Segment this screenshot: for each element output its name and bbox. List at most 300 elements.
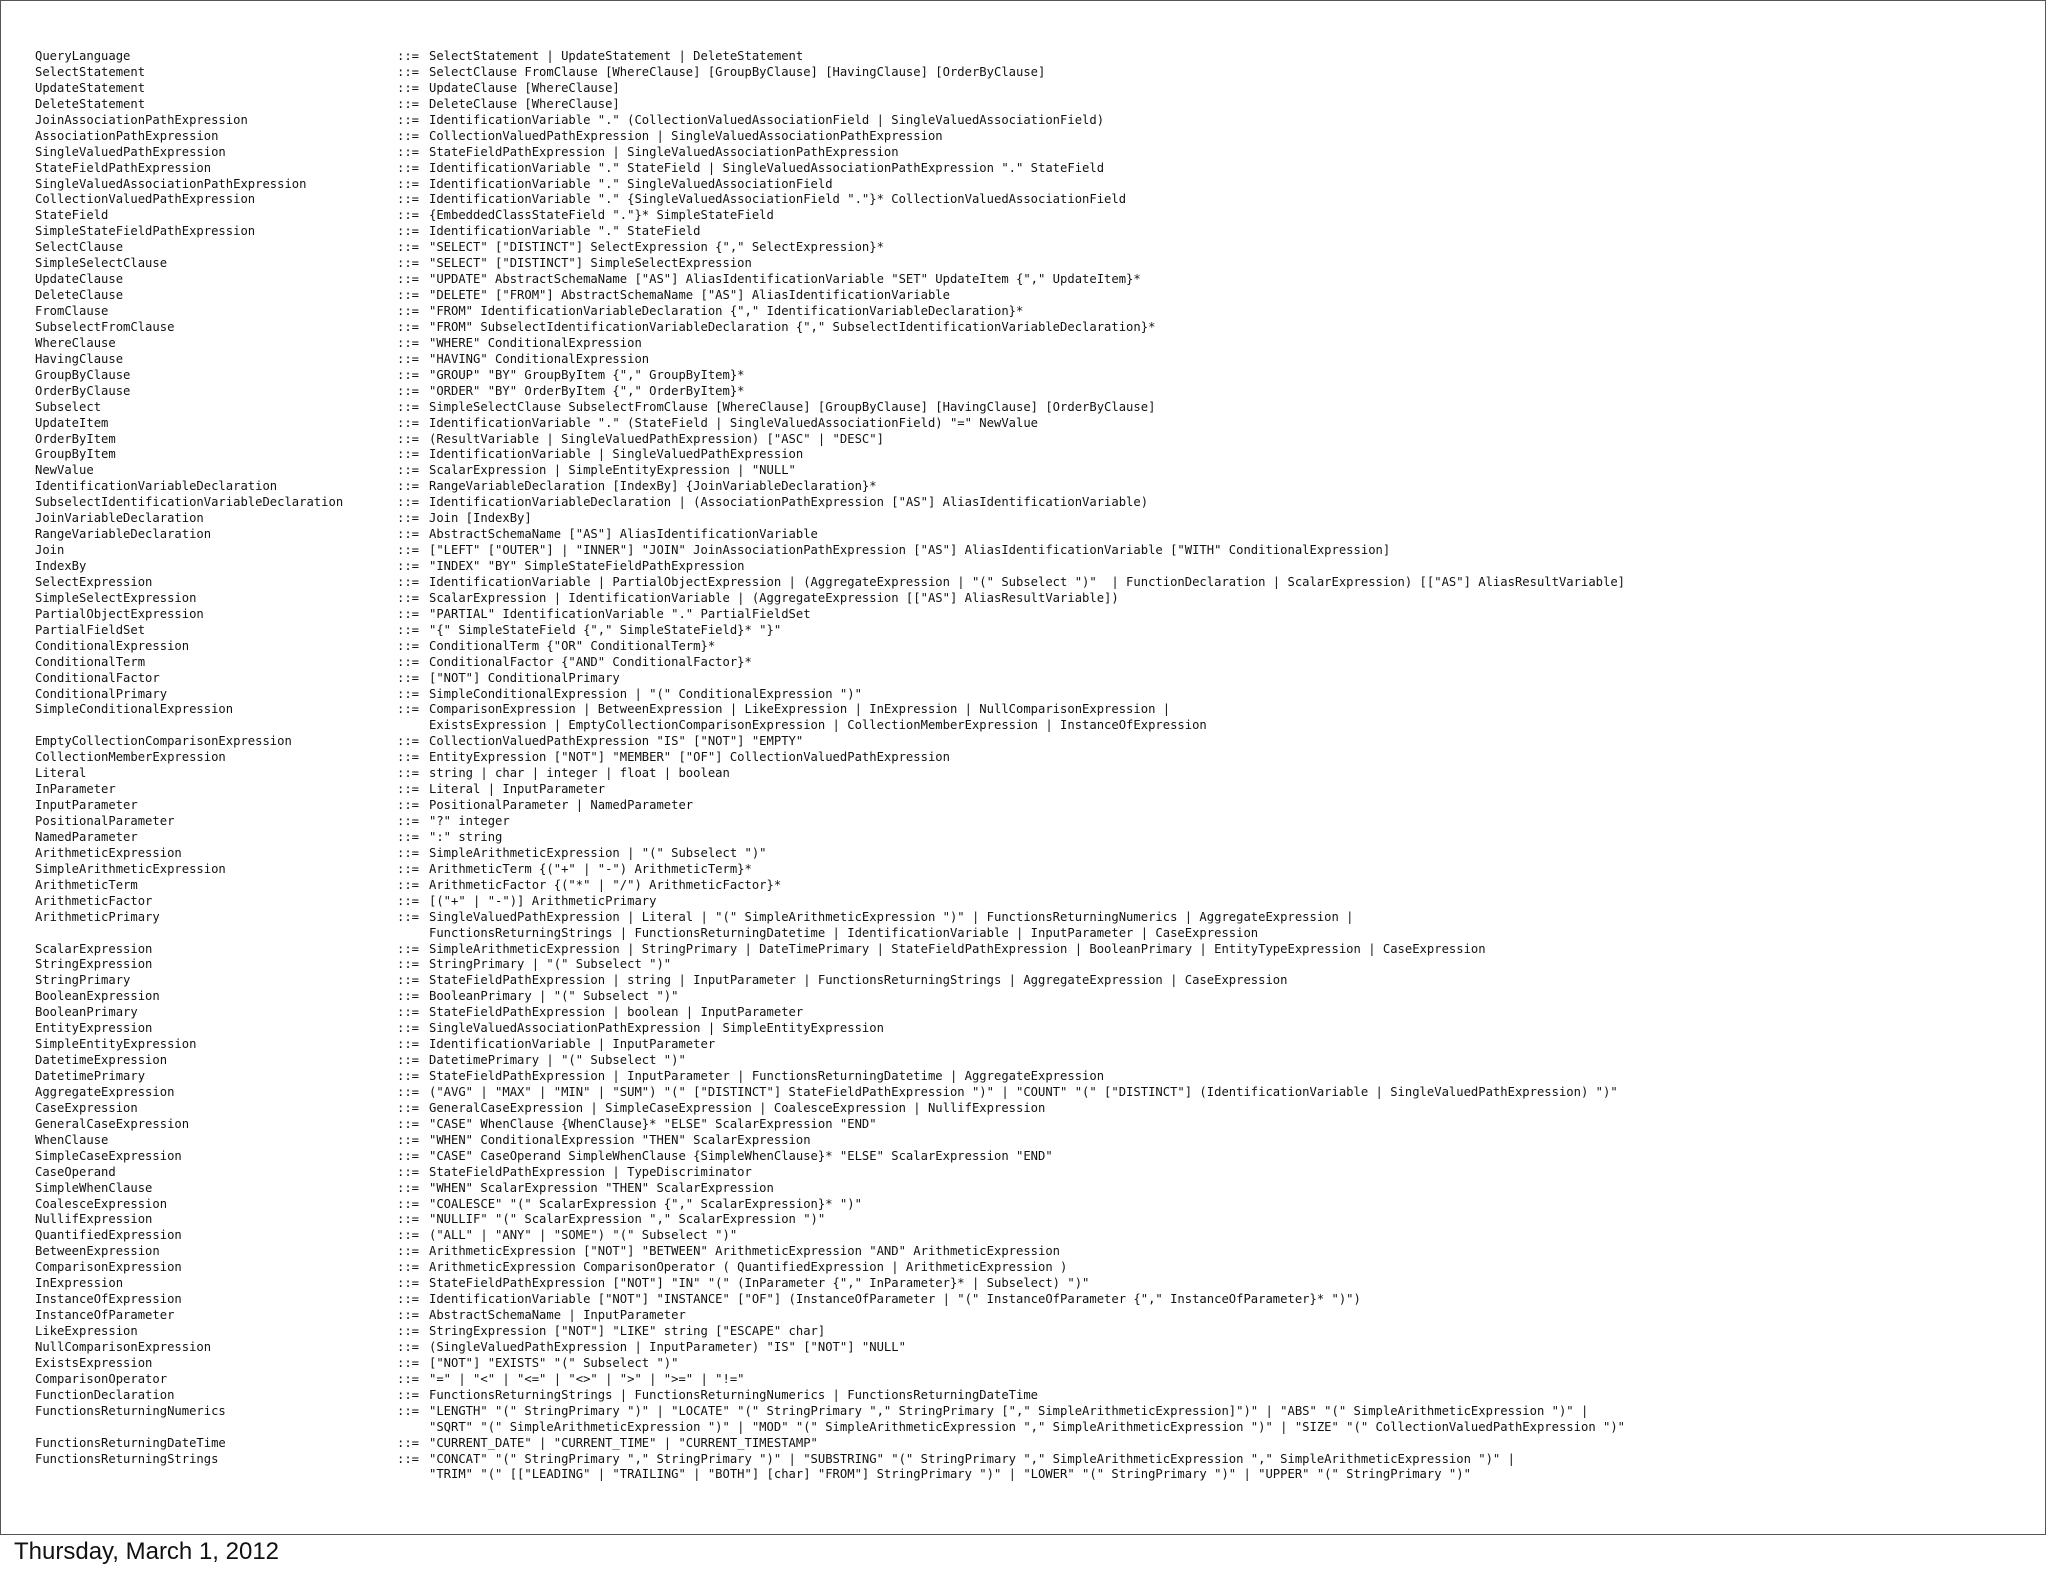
grammar-listing [35,49,2025,1483]
rule-operator: ::= [397,1148,420,1163]
rule-name: GroupByClause [35,367,131,382]
rule-definition: StringPrimary | "(" Subselect ")" [429,957,672,972]
grammar-rule [35,1212,2025,1228]
grammar-rule [35,989,2025,1005]
grammar-rule [35,81,2025,97]
rule-definition: "CURRENT_DATE" | "CURRENT_TIME" | "CURRENT_TIMESTAMP" [429,1435,818,1450]
rule-definition: ArithmeticTerm {("+" | "-") ArithmeticTerm}* [429,861,752,876]
rule-name: ScalarExpression [35,941,153,956]
rule-operator: ::= [397,1355,420,1370]
grammar-rule [35,1053,2025,1069]
grammar-rule [35,575,2025,591]
rule-operator: ::= [397,479,420,494]
rule-definition: "CASE" WhenClause {WhenClause}* "ELSE" ScalarExpression "END" [429,1116,877,1131]
rule-name: PartialFieldSet [35,622,146,637]
rule-operator: ::= [397,1100,420,1115]
grammar-rule [35,973,2025,989]
rule-definition: BooleanPrimary | "(" Subselect ")" [429,989,679,1004]
grammar-rule [35,161,2025,177]
rule-name: SelectExpression [35,574,153,589]
rule-operator: ::= [397,1069,420,1083]
rule-operator: ::= [397,415,420,430]
rule-definition: ":" string [429,829,503,844]
grammar-rule [35,65,2025,81]
rule-operator: ::= [397,1451,420,1466]
rule-name: CollectionMemberExpression [35,750,226,765]
rule-definition: StateFieldPathExpression | SingleValuedAssociationPathExpression [429,144,899,159]
rule-name: ArithmeticFactor [35,893,153,908]
rule-name: SimpleSelectClause [35,256,168,271]
rule-definition: EntityExpression ["NOT"] "MEMBER" ["OF"] CollectionValuedPathExpression [429,750,950,765]
grammar-rule [35,527,2025,543]
grammar-rule [35,623,2025,639]
grammar-rule [35,957,2025,973]
rule-name: DeleteStatement [35,96,146,111]
grammar-rule [35,400,2025,416]
rule-name: ComparisonExpression [35,1260,182,1275]
grammar-rule [35,846,2025,862]
grammar-rule [35,910,2025,926]
rule-operator: ::= [397,319,420,334]
rule-definition: "WHEN" ScalarExpression "THEN" ScalarExpression [429,1180,774,1195]
rule-definition: StringExpression ["NOT"] "LIKE" string ["ESCAPE" char] [429,1324,826,1338]
rule-definition: "WHEN" ConditionalExpression "THEN" ScalarExpression [429,1132,811,1147]
rule-definition: "GROUP" "BY" GroupByItem {"," GroupByItem}* [429,367,745,382]
rule-operator: ::= [397,176,420,191]
rule-name: ExistsExpression [35,1355,153,1370]
rule-operator: ::= [397,1132,420,1147]
rule-operator: ::= [397,1196,420,1211]
rule-name: IdentificationVariableDeclaration [35,479,278,494]
rule-name: SubselectIdentificationVariableDeclaration [35,495,344,510]
rule-name: SimpleStateFieldPathExpression [35,224,256,239]
rule-definition: {EmbeddedClassStateField "."}* SimpleStateField [429,208,774,223]
rule-name: BooleanExpression [35,989,160,1004]
rule-operator: ::= [397,495,420,510]
grammar-rule [35,591,2025,607]
rule-definition: CollectionValuedPathExpression "IS" ["NOT"] "EMPTY" [429,734,804,749]
grammar-rule [35,942,2025,958]
rule-name: EntityExpression [35,1021,153,1036]
grammar-rule [35,750,2025,766]
grammar-rule [35,766,2025,782]
grammar-rule [35,718,2025,734]
grammar-rule [35,1420,2025,1436]
rule-operator: ::= [397,1084,420,1099]
grammar-rule [35,878,2025,894]
rule-definition: IdentificationVariable | InputParameter [429,1037,716,1052]
grammar-rule [35,1292,2025,1308]
rule-definition: "LENGTH" "(" StringPrimary ")" | "LOCATE" "(" StringPrimary "," StringPrimary ["," SimpleArithmeticExpression]")" | "ABS" "(" SimpleArithmeticExpression ")" | [429,1403,1589,1418]
rule-definition: SimpleSelectClause SubselectFromClause [WhereClause] [GroupByClause] [HavingClause] [OrderByClause] [429,399,1156,414]
rule-definition: "ORDER" "BY" OrderByItem {"," OrderByItem}* [429,383,745,398]
grammar-rule [35,208,2025,224]
rule-name: ConditionalPrimary [35,686,168,701]
grammar-rule [35,1276,2025,1292]
rule-operator: ::= [397,1403,420,1418]
rule-operator: ::= [397,686,420,701]
rule-operator: ::= [397,606,420,621]
rule-definition: DeleteClause [WhereClause] [429,96,620,111]
rule-definition: "TRIM" "(" [["LEADING" | "TRAILING" | "BOTH"] [char] "FROM"] StringPrimary ")" | "LOWER" "(" StringPrimary ")" | "UPPER" "(" StringPrimary ")" [429,1467,1471,1482]
grammar-rule [35,1149,2025,1165]
rule-definition: "CASE" CaseOperand SimpleWhenClause {SimpleWhenClause}* "ELSE" ScalarExpression "END" [429,1148,1053,1163]
rule-name: PartialObjectExpression [35,606,204,621]
rule-name: CoalesceExpression [35,1196,168,1211]
rule-definition: ["NOT"] "EXISTS" "(" Subselect ")" [429,1355,679,1370]
rule-operator: ::= [397,543,420,558]
grammar-rule [35,1197,2025,1213]
rule-operator [397,1467,429,1483]
rule-operator: ::= [397,527,420,542]
rule-operator: ::= [397,1260,420,1275]
grammar-rule [35,304,2025,320]
rule-name: UpdateStatement [35,80,146,95]
rule-operator: ::= [397,49,420,63]
rule-name: ComparisonOperator [35,1371,168,1386]
rule-definition: "DELETE" ["FROM"] AbstractSchemaName ["AS"] AliasIdentificationVariable [429,288,950,303]
rule-operator: ::= [397,447,420,462]
rule-operator [397,718,429,734]
rule-definition: "?" integer [429,814,510,828]
grammar-rule [35,384,2025,400]
grammar-rule [35,814,2025,830]
rule-definition: IdentificationVariable | PartialObjectExpression | (AggregateExpression | "(" Subselect ")" | FunctionDeclaration | ScalarExpression) [["AS"] AliasResultVariable] [429,574,1626,589]
rule-name: InstanceOfExpression [35,1292,182,1307]
rule-operator: ::= [397,128,420,143]
grammar-rule [35,49,2025,65]
rule-definition: SimpleConditionalExpression | "(" ConditionalExpression ")" [429,686,862,701]
grammar-rule [35,543,2025,559]
rule-name: ArithmeticExpression [35,845,182,860]
rule-name: QueryLanguage [35,49,131,63]
grammar-rule [35,671,2025,687]
rule-name: RangeVariableDeclaration [35,527,212,542]
rule-definition: GeneralCaseExpression | SimpleCaseExpression | CoalesceExpression | NullifExpression [429,1100,1046,1115]
rule-operator: ::= [397,304,420,318]
grammar-rule [35,479,2025,495]
rule-definition: [("+" | "-")] ArithmeticPrimary [429,893,657,908]
rule-operator: ::= [397,622,420,637]
rule-name: DatetimeExpression [35,1053,168,1068]
grammar-rule [35,607,2025,623]
rule-name: FunctionsReturningNumerics [35,1403,226,1418]
rule-definition: FunctionsReturningStrings | FunctionsReturningDatetime | IdentificationVariable | InputParameter | CaseExpression [429,925,1259,940]
rule-operator: ::= [397,989,420,1004]
rule-operator [397,926,429,942]
grammar-rule [35,559,2025,575]
rule-definition: AbstractSchemaName | InputParameter [429,1308,686,1323]
rule-operator: ::= [397,160,420,175]
rule-name: ConditionalFactor [35,670,160,685]
grammar-rule [35,702,2025,718]
grammar-rule [35,926,2025,942]
rule-operator: ::= [397,590,420,605]
grammar-rule [35,97,2025,113]
rule-operator: ::= [397,256,420,271]
rule-definition: ArithmeticFactor {("*" | "/") ArithmeticFactor}* [429,877,782,892]
grammar-rule [35,368,2025,384]
grammar-rule [35,655,2025,671]
rule-definition: (SingleValuedPathExpression | InputParameter) "IS" ["NOT"] "NULL" [429,1339,906,1354]
rule-operator: ::= [397,272,420,287]
rule-operator: ::= [397,1324,420,1338]
rule-operator: ::= [397,1021,420,1036]
rule-name: EmptyCollectionComparisonExpression [35,734,292,749]
rule-operator: ::= [397,559,420,573]
rule-name: BetweenExpression [35,1244,160,1259]
rule-operator: ::= [397,383,420,398]
grammar-rule [35,1260,2025,1276]
grammar-rule [35,256,2025,272]
rule-operator: ::= [397,208,420,223]
rule-definition: "COALESCE" "(" ScalarExpression {"," ScalarExpression}* ")" [429,1196,862,1211]
rule-definition: ["LEFT" ["OUTER"] | "INNER"] "JOIN" JoinAssociationPathExpression ["AS"] AliasIdentificationVariable ["WITH" ConditionalExpression] [429,543,1391,558]
rule-operator: ::= [397,1228,420,1243]
rule-definition: "SELECT" ["DISTINCT"] SimpleSelectExpression [429,256,752,271]
rule-operator: ::= [397,877,420,892]
rule-name: AssociationPathExpression [35,128,219,143]
rule-operator: ::= [397,288,420,303]
rule-operator: ::= [397,80,420,95]
rule-name: QuantifiedExpression [35,1228,182,1243]
grammar-rule [35,687,2025,703]
rule-definition: FunctionsReturningStrings | FunctionsReturningNumerics | FunctionsReturningDateTime [429,1387,1039,1402]
rule-definition: StateFieldPathExpression | InputParameter | FunctionsReturningDatetime | AggregateExpression [429,1069,1105,1083]
rule-definition: "HAVING" ConditionalExpression [429,351,650,366]
grammar-rule [35,288,2025,304]
rule-name: IndexBy [35,559,87,573]
rule-operator: ::= [397,861,420,876]
rule-definition: ("AVG" | "MAX" | "MIN" | "SUM") "(" ["DISTINCT"] StateFieldPathExpression ")" | "COUNT" "(" ["DISTINCT"] (IdentificationVariable | SingleValuedPathExpression) ")" [429,1084,1618,1099]
rule-name: GroupByItem [35,447,116,462]
grammar-rule [35,734,2025,750]
grammar-rule [35,639,2025,655]
rule-name: ArithmeticPrimary [35,909,160,924]
rule-definition: IdentificationVariable "." (StateField | SingleValuedAssociationField) "=" NewValue [429,415,1039,430]
rule-operator [397,1420,429,1436]
rule-definition: ConditionalFactor {"AND" ConditionalFactor}* [429,654,752,669]
rule-name: SimpleSelectExpression [35,590,197,605]
rule-name: SubselectFromClause [35,319,175,334]
rule-definition: DatetimePrimary | "(" Subselect ")" [429,1053,686,1068]
rule-name: DatetimePrimary [35,1069,146,1083]
grammar-rule [35,1133,2025,1149]
rule-operator: ::= [397,574,420,589]
grammar-rule [35,1324,2025,1340]
grammar-rule [35,1037,2025,1053]
rule-operator: ::= [397,941,420,956]
rule-operator: ::= [397,766,420,781]
rule-definition: ScalarExpression | SimpleEntityExpression | "NULL" [429,463,796,478]
rule-definition: PositionalParameter | NamedParameter [429,798,694,813]
grammar-rule [35,830,2025,846]
rule-definition: ["NOT"] ConditionalPrimary [429,670,620,685]
grammar-rule [35,1467,2025,1483]
rule-name [35,1467,397,1483]
rule-name: NullComparisonExpression [35,1339,212,1354]
grammar-rule [35,240,2025,256]
grammar-rule [35,1356,2025,1372]
rule-operator: ::= [397,638,420,653]
rule-definition: "INDEX" "BY" SimpleStateFieldPathExpression [429,559,745,573]
grammar-rule [35,192,2025,208]
rule-name: HavingClause [35,351,124,366]
rule-definition: "CONCAT" "(" StringPrimary "," StringPrimary ")" | "SUBSTRING" "(" StringPrimary "," SimpleArithmeticExpression "," SimpleArithmeticExpression ")" | [429,1451,1515,1466]
rule-name: Subselect [35,399,102,414]
grammar-rule [35,894,2025,910]
rule-name: BooleanPrimary [35,1005,138,1020]
rule-operator: ::= [397,240,420,255]
rule-operator: ::= [397,96,420,111]
rule-name: CaseExpression [35,1100,138,1115]
grammar-rule [35,1181,2025,1197]
grammar-rule [35,1388,2025,1404]
rule-definition: ComparisonExpression | BetweenExpression | LikeExpression | InExpression | NullComparisonExpression | [429,702,1171,717]
rule-definition: RangeVariableDeclaration [IndexBy] {JoinVariableDeclaration}* [429,479,877,494]
rule-name: FunctionDeclaration [35,1387,175,1402]
rule-name: StringPrimary [35,973,131,988]
rule-name: SimpleCaseExpression [35,1148,182,1163]
rule-operator: ::= [397,431,420,446]
rule-name: SelectClause [35,240,124,255]
grammar-rule [35,1165,2025,1181]
grammar-rule [35,1244,2025,1260]
rule-definition: SingleValuedAssociationPathExpression | SimpleEntityExpression [429,1021,884,1036]
rule-operator: ::= [397,734,420,749]
rule-name: CaseOperand [35,1164,116,1179]
rule-name: CollectionValuedPathExpression [35,192,256,207]
rule-operator: ::= [397,782,420,797]
grammar-rule [35,1005,2025,1021]
grammar-rule [35,1069,2025,1085]
rule-name: StringExpression [35,957,153,972]
rule-definition: "=" | "<" | "<=" | "<>" | ">" | ">=" | "!=" [429,1371,745,1386]
grammar-rule [35,272,2025,288]
rule-name: Literal [35,766,87,781]
grammar-rule [35,416,2025,432]
rule-definition: ArithmeticExpression ComparisonOperator ( QuantifiedExpression | ArithmeticExpression ) [429,1260,1068,1275]
grammar-rule [35,1452,2025,1468]
rule-name: SimpleEntityExpression [35,1037,197,1052]
rule-operator: ::= [397,367,420,382]
grammar-rule [35,432,2025,448]
rule-operator: ::= [397,1116,420,1131]
rule-definition: "NULLIF" "(" ScalarExpression "," ScalarExpression ")" [429,1212,826,1227]
rule-name: GeneralCaseExpression [35,1116,190,1131]
rule-operator: ::= [397,463,420,478]
rule-operator: ::= [397,845,420,860]
rule-definition: "SQRT" "(" SimpleArithmeticExpression ")" | "MOD" "(" SimpleArithmeticExpression "," SimpleArithmeticExpression ")" | "SIZE" "(" CollectionValuedPathExpression ")" [429,1419,1626,1434]
rule-name: UpdateItem [35,415,109,430]
rule-definition: IdentificationVariable "." SingleValuedAssociationField [429,176,833,191]
grammar-rule [35,129,2025,145]
rule-operator: ::= [397,224,420,239]
grammar-rule [35,1436,2025,1452]
rule-definition: (ResultVariable | SingleValuedPathExpression) ["ASC" | "DESC"] [429,431,884,446]
rule-operator: ::= [397,1371,420,1386]
rule-operator: ::= [397,893,420,908]
grammar-rule [35,336,2025,352]
grammar-rule [35,113,2025,129]
rule-name: Join [35,543,65,558]
rule-definition: ConditionalTerm {"OR" ConditionalTerm}* [429,638,716,653]
rule-operator: ::= [397,1308,420,1323]
rule-name: AggregateExpression [35,1084,175,1099]
rule-name [35,926,397,942]
rule-operator: ::= [397,1053,420,1068]
rule-definition: SingleValuedPathExpression | Literal | "(" SimpleArithmeticExpression ")" | FunctionsReturningNumerics | AggregateExpression | [429,909,1354,924]
grammar-rule [35,1340,2025,1356]
rule-operator: ::= [397,511,420,526]
rule-name: FromClause [35,304,109,318]
rule-definition: StateFieldPathExpression | boolean | InputParameter [429,1005,804,1020]
rule-name: WhenClause [35,1132,109,1147]
rule-definition: IdentificationVariableDeclaration | (AssociationPathExpression ["AS"] AliasIdentificationVariable) [429,495,1149,510]
rule-definition: SelectClause FromClause [WhereClause] [GroupByClause] [HavingClause] [OrderByClause] [429,64,1046,79]
rule-name: FunctionsReturningStrings [35,1451,219,1466]
rule-name: NullifExpression [35,1212,153,1227]
rule-operator: ::= [397,654,420,669]
grammar-rule [35,320,2025,336]
rule-name: SingleValuedAssociationPathExpression [35,176,307,191]
rule-name: SimpleConditionalExpression [35,702,234,717]
rule-name: JoinVariableDeclaration [35,511,204,526]
grammar-rule [35,798,2025,814]
grammar-rule [35,495,2025,511]
grammar-rule [35,1308,2025,1324]
rule-definition: "FROM" IdentificationVariableDeclaration {"," IdentificationVariableDeclaration}* [429,304,1024,318]
rule-definition: AbstractSchemaName ["AS"] AliasIdentificationVariable [429,527,818,542]
rule-operator: ::= [397,192,420,207]
rule-operator: ::= [397,798,420,813]
rule-definition: IdentificationVariable "." StateField | SingleValuedAssociationPathExpression "." StateField [429,160,1105,175]
grammar-rule [35,447,2025,463]
grammar-rule [35,177,2025,193]
rule-name: SimpleArithmeticExpression [35,861,226,876]
rule-name: InstanceOfParameter [35,1308,175,1323]
rule-operator: ::= [397,399,420,414]
grammar-rule [35,782,2025,798]
rule-definition: "UPDATE" AbstractSchemaName ["AS"] AliasIdentificationVariable "SET" UpdateItem {"," UpdateItem}* [429,272,1141,287]
rule-operator: ::= [397,144,420,159]
rule-operator: ::= [397,750,420,765]
rule-operator: ::= [397,1212,420,1227]
rule-name: StateField [35,208,109,223]
grammar-rule [35,1228,2025,1244]
rule-operator: ::= [397,112,420,127]
rule-operator: ::= [397,957,420,972]
grammar-rule [35,511,2025,527]
grammar-rule [35,862,2025,878]
rule-operator: ::= [397,1244,420,1259]
grammar-rule [35,1404,2025,1420]
rule-operator: ::= [397,702,420,717]
rule-operator: ::= [397,973,420,988]
rule-definition: ExistsExpression | EmptyCollectionComparisonExpression | CollectionMemberExpression | InstanceOfExpression [429,718,1207,733]
rule-definition: string | char | integer | float | boolean [429,766,730,781]
rule-operator: ::= [397,1005,420,1020]
rule-definition: StateFieldPathExpression | string | InputParameter | FunctionsReturningStrings | AggregateExpression | CaseExpression [429,973,1288,988]
grammar-rule [35,1101,2025,1117]
rule-name: SimpleWhenClause [35,1180,153,1195]
rule-operator: ::= [397,1180,420,1195]
rule-definition: SimpleArithmeticExpression | StringPrimary | DateTimePrimary | StateFieldPathExpression | BooleanPrimary | EntityTypeExpression | CaseExpression [429,941,1486,956]
grammar-rule [35,1021,2025,1037]
rule-definition: Literal | InputParameter [429,782,606,797]
rule-definition: StateFieldPathExpression | TypeDiscriminator [429,1164,752,1179]
rule-definition: ("ALL" | "ANY" | "SOME") "(" Subselect ")" [429,1228,738,1243]
